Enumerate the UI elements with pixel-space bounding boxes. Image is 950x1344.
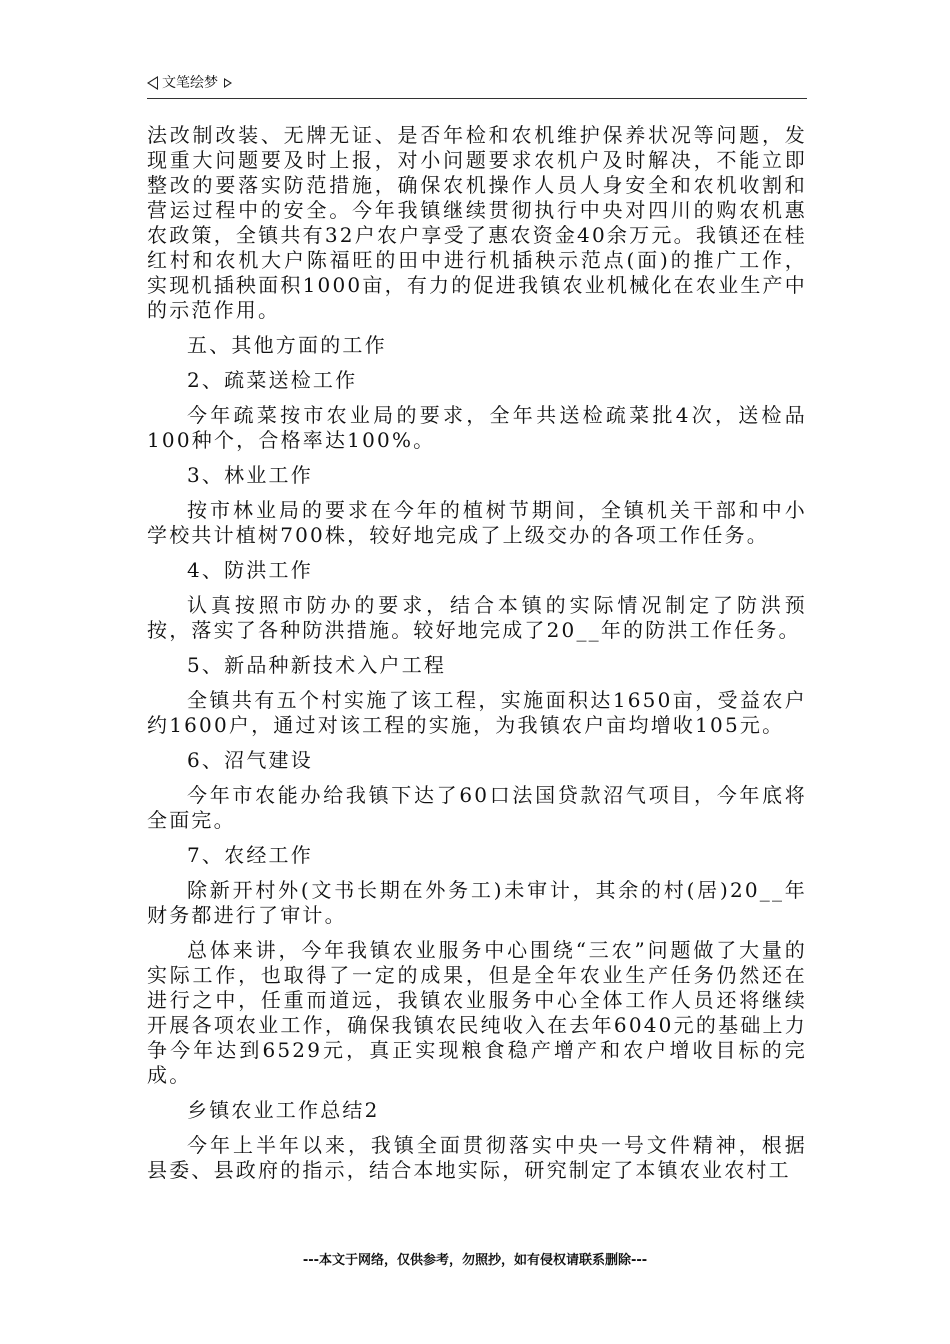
document-title: 乡镇农业工作总结2 xyxy=(187,1098,380,1122)
page-footer: ---本文于网络，仅供参考，勿照抄，如有侵权请联系删除--- xyxy=(302,1253,648,1268)
paragraph: 今年上半年以来，我镇全面贯彻落实中央一号文件精神，根据县委、县政府的指示，结合本地实际，研究制定了本镇农业农村工 xyxy=(147,1133,807,1182)
paragraph: 今年疏菜按市农业局的要求，全年共送检疏菜批4次，送检品100种个，合格率达100%。 xyxy=(147,403,807,452)
page-header xyxy=(147,70,807,99)
triangle-left-icon xyxy=(147,76,158,90)
paragraph: 除新开村外(文书长期在外务工)未审计，其余的村(居)20__年财务都进行了审计。 xyxy=(147,878,807,927)
section-heading: 五、其他方面的工作 xyxy=(187,333,387,357)
paragraph: 认真按照市防办的要求，结合本镇的实际情况制定了防洪预按，落实了各种防洪措施。较好地完成了20__年的防洪工作任务。 xyxy=(147,593,807,642)
triangle-right-icon xyxy=(224,78,232,88)
subsection-heading: 4、防洪工作 xyxy=(187,558,313,582)
paragraph: 按市林业局的要求在今年的植树节期间，全镇机关干部和中小学校共计植树700株，较好地完成了上级交办的各项工作任务。 xyxy=(147,498,807,547)
subsection-heading: 2、疏菜送检工作 xyxy=(187,368,358,392)
subsection-heading: 3、林业工作 xyxy=(187,463,313,487)
paragraph: 今年市农能办给我镇下达了60口法国贷款沼气项目，今年底将全面完。 xyxy=(147,783,807,832)
subsection-heading: 6、沼气建设 xyxy=(187,748,313,772)
paragraph: 总体来讲，今年我镇农业服务中心围绕“三农”问题做了大量的实际工作，也取得了一定的成果，但是全年农业生产任务仍然还在进行之中，任重而道远，我镇农业服务中心全体工作人员还将继续开展各项农业工作，确保我镇农民纯收入在去年6040元的基础上力争今年达到6529元，真正实现粮食稳产增产和农户增收目标的完成。 xyxy=(147,938,807,1087)
header-brand xyxy=(147,74,232,92)
subsection-heading: 5、新品种新技术入户工程 xyxy=(187,653,447,677)
brand-text: 文笔绘梦 xyxy=(162,75,218,91)
paragraph: 全镇共有五个村实施了该工程，实施面积达1650亩，受益农户约1600户，通过对该工程的实施，为我镇农户亩均增收105元。 xyxy=(147,688,807,737)
subsection-heading: 7、农经工作 xyxy=(187,843,313,867)
paragraph: 法改制改装、无牌无证、是否年检和农机维护保养状况等问题，发现重大问题要及时上报，对小问题要求农机户及时解决，不能立即整改的要落实防范措施，确保农机操作人员人身安全和农机收割和营运过程中的安全。今年我镇继续贯彻执行中央对四川的购农机惠农政策，全镇共有32户农户享受了惠农资金40余万元。我镇还在桂红村和农机大户陈福旺的田中进行机插秧示范点(面)的推广工作，实现机插秧面积1000亩，有力的促进我镇农业机械化在农业生产中的示范作用。 xyxy=(147,123,807,322)
document-body xyxy=(147,123,807,1193)
